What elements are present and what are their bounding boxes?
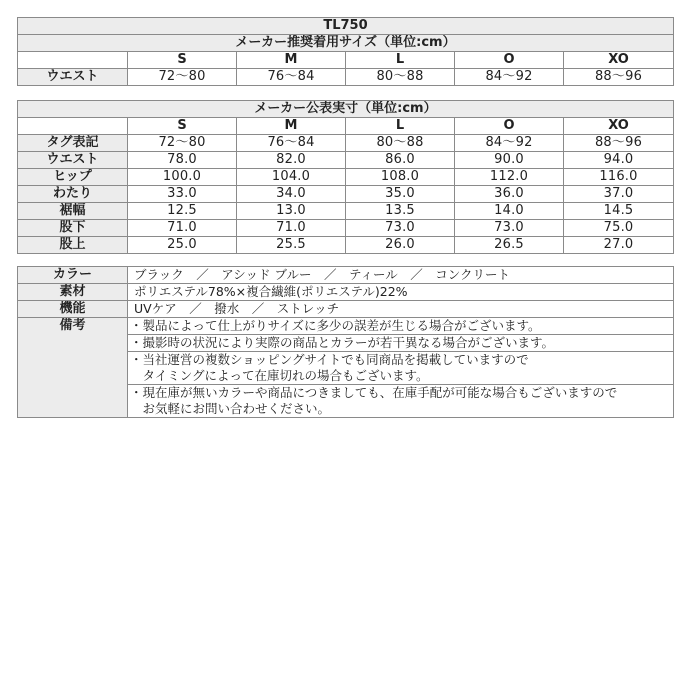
cell-value: 112.0	[455, 169, 564, 186]
table-row	[18, 203, 674, 220]
cell-value: 116.0	[564, 169, 674, 186]
note-item	[128, 318, 674, 335]
size-header: L	[346, 118, 455, 135]
row-label: ウエスト	[18, 69, 128, 86]
table-row	[18, 69, 674, 86]
note-line: ・撮影時の状況により実際の商品とカラーが若干異なる場合がございます。	[130, 335, 555, 350]
size-header: M	[237, 52, 346, 69]
note-line: お気軽にお問い合わせください。	[130, 401, 331, 416]
cell-value: 14.0	[455, 203, 564, 220]
recommended-size-table	[17, 17, 674, 86]
cell-value: 33.0	[128, 186, 237, 203]
size-header: M	[237, 118, 346, 135]
cell-value: 108.0	[346, 169, 455, 186]
material-value: ポリエステル78%×複合繊維(ポリエステル)22%	[128, 284, 674, 301]
cell-value: 71.0	[237, 220, 346, 237]
note-item	[128, 352, 674, 385]
cell-value: 88〜96	[564, 135, 674, 152]
cell-value: 78.0	[128, 152, 237, 169]
cell-value: 13.0	[237, 203, 346, 220]
cell-value: 76〜84	[237, 69, 346, 86]
cell-value: 72〜80	[128, 135, 237, 152]
cell-value: 72〜80	[128, 69, 237, 86]
table-row	[18, 318, 674, 335]
function-value: UVケア ／ 撥水 ／ ストレッチ	[128, 301, 674, 318]
cell-value: 76〜84	[237, 135, 346, 152]
cell-value: 84〜92	[455, 135, 564, 152]
cell-value: 27.0	[564, 237, 674, 254]
size-header: XO	[564, 52, 674, 69]
table-row	[18, 220, 674, 237]
cell-value: 37.0	[564, 186, 674, 203]
cell-value: 80〜88	[346, 69, 455, 86]
table-row	[18, 284, 674, 301]
cell-value: 84〜92	[455, 69, 564, 86]
size-header: O	[455, 52, 564, 69]
size-header: O	[455, 118, 564, 135]
corner-cell	[18, 52, 128, 69]
actual-measurement-table	[17, 100, 674, 254]
row-label: 股上	[18, 237, 128, 254]
note-line: ・当社運営の複数ショッピングサイトでも同商品を掲載していますので	[130, 352, 529, 367]
cell-value: 25.0	[128, 237, 237, 254]
table-row	[18, 237, 674, 254]
note-item	[128, 385, 674, 418]
cell-value: 73.0	[455, 220, 564, 237]
table-row	[18, 267, 674, 284]
product-info-table	[17, 266, 674, 418]
cell-value: 26.5	[455, 237, 564, 254]
table-row	[18, 169, 674, 186]
note-line: ・現在庫が無いカラーや商品につきましても、在庫手配が可能な場合もございますので	[130, 385, 618, 400]
color-value: ブラック ／ アシッド ブルー ／ ティール ／ コンクリート	[128, 267, 674, 284]
row-label: タグ表記	[18, 135, 128, 152]
cell-value: 36.0	[455, 186, 564, 203]
table-row	[18, 301, 674, 318]
row-label: 股下	[18, 220, 128, 237]
cell-value: 71.0	[128, 220, 237, 237]
cell-value: 86.0	[346, 152, 455, 169]
size-header: L	[346, 52, 455, 69]
table-row	[18, 135, 674, 152]
cell-value: 90.0	[455, 152, 564, 169]
cell-value: 100.0	[128, 169, 237, 186]
note-item	[128, 335, 674, 352]
cell-value: 88〜96	[564, 69, 674, 86]
row-label: ヒップ	[18, 169, 128, 186]
table-row	[18, 186, 674, 203]
note-line: ・製品によって仕上がりサイズに多少の誤差が生じる場合がございます。	[130, 318, 541, 333]
row-label: 裾幅	[18, 203, 128, 220]
cell-value: 94.0	[564, 152, 674, 169]
cell-value: 35.0	[346, 186, 455, 203]
measurement-title: メーカー公表実寸（単位:cm）	[18, 101, 674, 118]
cell-value: 104.0	[237, 169, 346, 186]
cell-value: 26.0	[346, 237, 455, 254]
cell-value: 12.5	[128, 203, 237, 220]
cell-value: 13.5	[346, 203, 455, 220]
material-label: 素材	[18, 284, 128, 301]
row-label: わたり	[18, 186, 128, 203]
cell-value: 80〜88	[346, 135, 455, 152]
product-code: TL750	[18, 18, 674, 35]
note-line: タイミングによって在庫切れの場合もございます。	[130, 368, 429, 383]
cell-value: 75.0	[564, 220, 674, 237]
cell-value: 34.0	[237, 186, 346, 203]
cell-value: 14.5	[564, 203, 674, 220]
size-header: S	[128, 118, 237, 135]
function-label: 機能	[18, 301, 128, 318]
color-label: カラー	[18, 267, 128, 284]
row-label: ウエスト	[18, 152, 128, 169]
corner-cell	[18, 118, 128, 135]
notes-label: 備考	[18, 318, 128, 418]
size-header: S	[128, 52, 237, 69]
cell-value: 25.5	[237, 237, 346, 254]
recommended-size-title: メーカー推奨着用サイズ（単位:cm）	[18, 35, 674, 52]
size-header: XO	[564, 118, 674, 135]
cell-value: 82.0	[237, 152, 346, 169]
table-row	[18, 152, 674, 169]
cell-value: 73.0	[346, 220, 455, 237]
